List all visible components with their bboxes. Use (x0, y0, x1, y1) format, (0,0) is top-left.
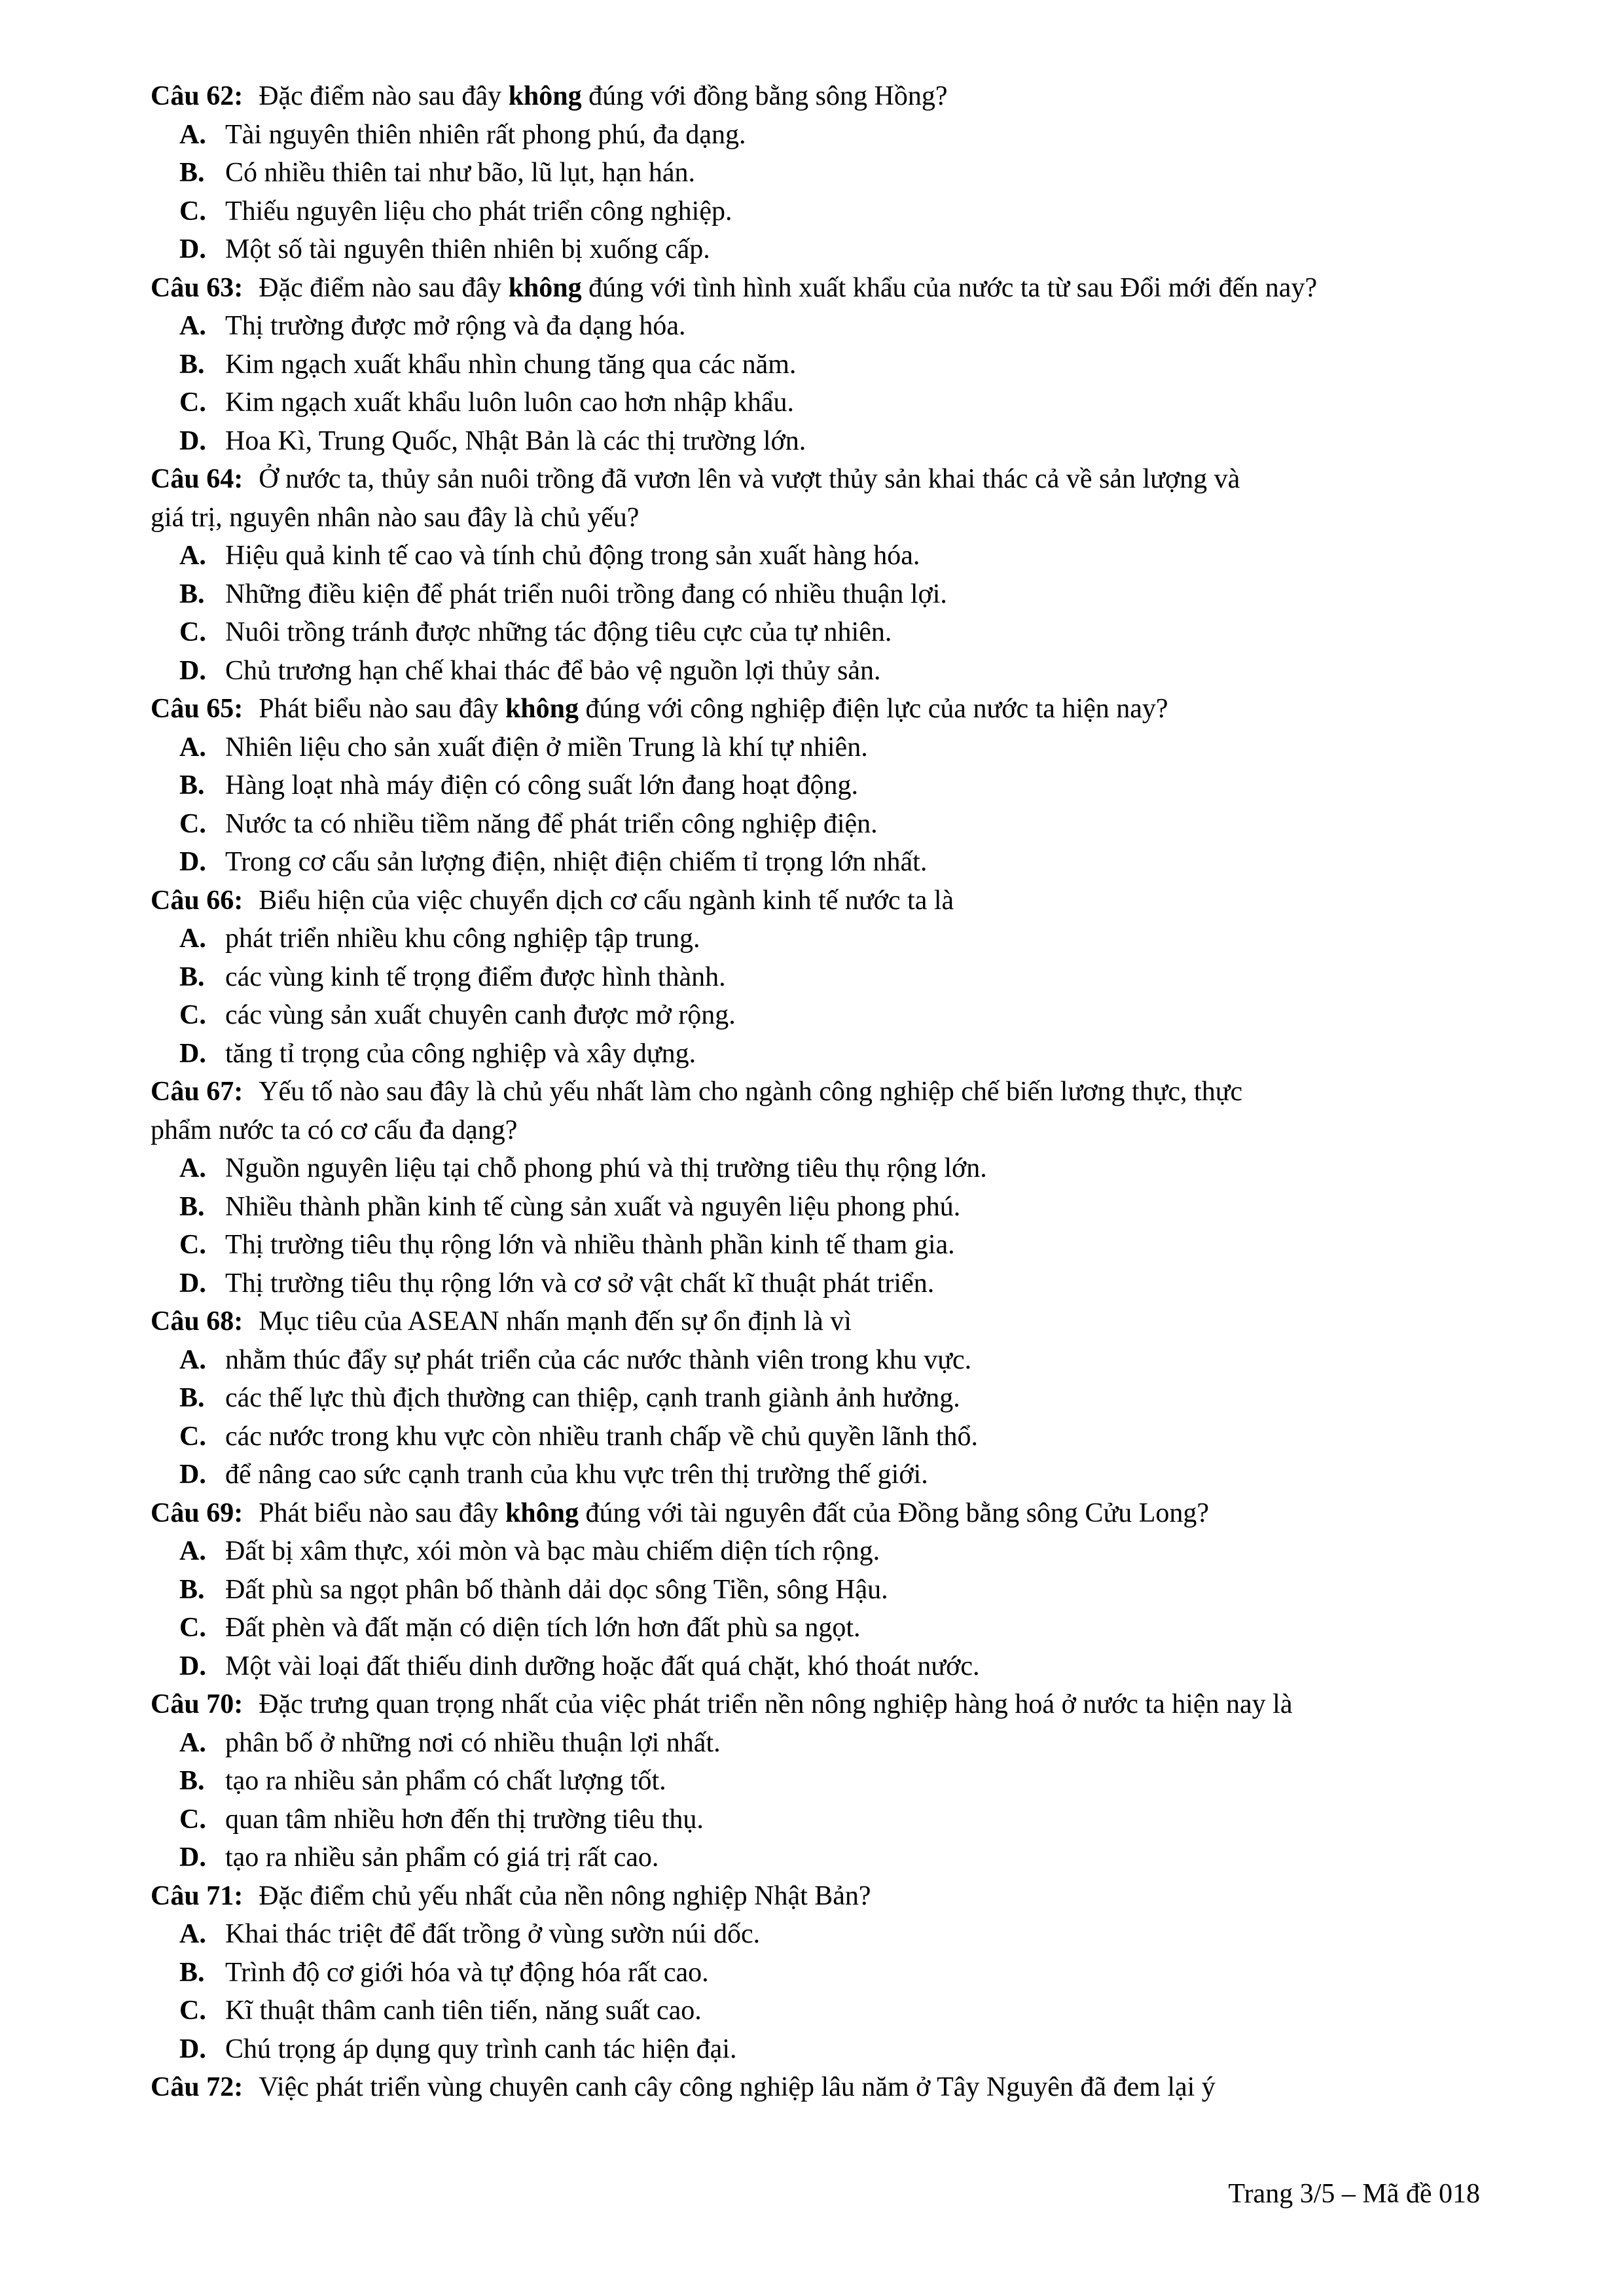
question-text: đúng với tình hình xuất khẩu của nước ta từ sau Đổi mới đến nay? (581, 272, 1318, 303)
question-text: Mục tiêu của ASEAN nhấn mạnh đến sự ổn định là vì (259, 1306, 852, 1336)
question-number: Câu 62: (151, 81, 244, 111)
option-text: phát triển nhiều khu công nghiệp tập trung. (225, 924, 700, 954)
question-text-continued: phẩm nước ta có cơ cấu đa dạng? (151, 1115, 518, 1145)
option-text: phân bố ở những nơi có nhiều thuận lợi nhất. (225, 1727, 721, 1758)
question-text: đúng với đồng bằng sông Hồng? (581, 81, 948, 111)
option-letter: D. (179, 655, 206, 686)
question-text: Việc phát triển vùng chuyên canh cây công nghiệp lâu năm ở Tây Nguyên đã đem lại ý (259, 2072, 1216, 2102)
question-block (151, 1073, 1492, 1302)
answer-option (151, 422, 1492, 461)
option-text: Thị trường tiêu thụ rộng lớn và nhiều thành phần kinh tế tham gia. (225, 1230, 955, 1260)
option-letter: A. (179, 1919, 206, 1949)
option-letter: A. (179, 924, 206, 954)
answer-option (151, 958, 1492, 997)
answer-option (151, 1149, 1492, 1188)
option-letter: D. (179, 1842, 206, 1873)
option-letter: B. (179, 1574, 205, 1605)
option-text: nhằm thúc đẩy sự phát triển của các nước thành viên trong khu vực. (225, 1344, 972, 1375)
option-letter: C. (179, 1421, 206, 1452)
question-number: Câu 69: (151, 1498, 244, 1528)
option-text: Khai thác triệt để đất trồng ở vùng sườn núi dốc. (225, 1919, 761, 1949)
question-stem (151, 1302, 1492, 1341)
option-text: Trong cơ cấu sản lượng điện, nhiệt điện chiếm tỉ trọng lớn nhất. (225, 847, 928, 877)
option-letter: B. (179, 1191, 205, 1222)
answer-option (151, 1571, 1492, 1609)
emphasis-text: không (505, 1498, 579, 1528)
question-block (151, 1302, 1492, 1494)
question-text: Đặc trưng quan trọng nhất của việc phát triển nền nông nghiệp hàng hoá ở nước ta hiện nay là (259, 1689, 1293, 1719)
question-number: Câu 71: (151, 1880, 244, 1911)
question-block (151, 269, 1492, 461)
option-letter: A. (179, 1536, 206, 1566)
option-letter: D. (179, 2034, 206, 2064)
option-text: Đất bị xâm thực, xói mòn và bạc màu chiếm diện tích rộng. (225, 1536, 880, 1566)
option-letter: C. (179, 808, 206, 839)
answer-option (151, 1341, 1492, 1380)
option-letter: A. (179, 1727, 206, 1758)
option-text: tăng tỉ trọng của công nghiệp và xây dựng. (225, 1038, 696, 1069)
answer-option (151, 1724, 1492, 1763)
answer-option (151, 346, 1492, 384)
question-block (151, 882, 1492, 1073)
option-letter: B. (179, 349, 205, 380)
option-letter: B. (179, 1766, 205, 1796)
question-text: Biểu hiện của việc chuyển dịch cơ cấu ngành kinh tế nước ta là (259, 885, 954, 916)
question-number: Câu 66: (151, 885, 244, 916)
option-text: các nước trong khu vực còn nhiều tranh chấp về chủ quyền lãnh thổ. (225, 1421, 979, 1452)
question-number: Câu 70: (151, 1689, 244, 1719)
option-letter: A. (179, 119, 206, 150)
option-letter: B. (179, 1957, 205, 1988)
option-text: các thế lực thù địch thường can thiệp, cạnh tranh giành ảnh hưởng. (225, 1383, 960, 1413)
answer-option (151, 843, 1492, 882)
question-stem (151, 269, 1492, 308)
answer-option (151, 537, 1492, 575)
option-letter: B. (179, 770, 205, 800)
answer-option (151, 154, 1492, 192)
answer-option (151, 1418, 1492, 1456)
option-letter: C. (179, 196, 206, 226)
option-letter: D. (179, 1268, 206, 1299)
option-text: Hoa Kì, Trung Quốc, Nhật Bản là các thị trường lớn. (225, 425, 806, 456)
option-text: Đất phèn và đất mặn có diện tích lớn hơn đất phù sa ngọt. (225, 1613, 861, 1643)
option-text: Thị trường tiêu thụ rộng lớn và cơ sở vật chất kĩ thuật phát triển. (225, 1268, 935, 1299)
question-text: Phát biểu nào sau đây (259, 1498, 505, 1528)
answer-option (151, 1609, 1492, 1647)
option-letter: C. (179, 617, 206, 647)
emphasis-text: không (508, 272, 582, 303)
option-letter: D. (179, 1651, 206, 1681)
answer-option (151, 1915, 1492, 1954)
answer-option (151, 1839, 1492, 1877)
question-number: Câu 63: (151, 272, 244, 303)
option-text: tạo ra nhiều sản phẩm có giá trị rất cao. (225, 1842, 659, 1873)
question-block (151, 1494, 1492, 1686)
question-block (151, 77, 1492, 269)
option-text: Nhiều thành phần kinh tế cùng sản xuất và nguyên liệu phong phú. (225, 1191, 961, 1222)
question-number: Câu 65: (151, 694, 244, 724)
answer-option (151, 1532, 1492, 1571)
answer-option (151, 575, 1492, 614)
option-text: Thị trường được mở rộng và đa dạng hóa. (225, 311, 686, 341)
option-text: Thiếu nguyên liệu cho phát triển công nghiệp. (225, 196, 732, 226)
answer-option (151, 307, 1492, 346)
option-text: Chú trọng áp dụng quy trình canh tác hiện đại. (225, 2034, 737, 2064)
emphasis-text: không (505, 694, 579, 724)
option-text: quan tâm nhiều hơn đến thị trường tiêu thụ. (225, 1804, 704, 1835)
question-text: đúng với công nghiệp điện lực của nước ta hiện nay? (579, 694, 1168, 724)
question-stem (151, 1073, 1492, 1111)
answer-option (151, 652, 1492, 691)
option-text: Kim ngạch xuất khẩu luôn luôn cao hơn nhập khẩu. (225, 387, 795, 418)
question-stem (151, 1877, 1492, 1916)
option-letter: D. (179, 1038, 206, 1069)
option-text: Tài nguyên thiên nhiên rất phong phú, đa dạng. (225, 119, 746, 150)
option-letter: A. (179, 732, 206, 762)
question-list (151, 77, 1492, 2107)
answer-option (151, 1954, 1492, 1992)
option-letter: D. (179, 1460, 206, 1490)
option-text: Nuôi trồng tránh được những tác động tiêu cực của tự nhiên. (225, 617, 892, 647)
option-text: Trình độ cơ giới hóa và tự động hóa rất cao. (225, 1957, 709, 1988)
option-text: Những điều kiện để phát triển nuôi trồng đang có nhiều thuận lợi. (225, 579, 947, 609)
question-text: Phát biểu nào sau đây (259, 694, 505, 724)
option-text: các vùng sản xuất chuyên canh được mở rộng. (225, 1000, 736, 1030)
answer-option (151, 1647, 1492, 1686)
question-number: Câu 64: (151, 464, 244, 494)
answer-option (151, 384, 1492, 422)
option-text: Một vài loại đất thiếu dinh dưỡng hoặc đất quá chặt, khó thoát nước. (225, 1651, 980, 1681)
answer-option (151, 1801, 1492, 1839)
question-block (151, 1877, 1492, 2069)
option-letter: D. (179, 425, 206, 456)
option-letter: A. (179, 1344, 206, 1375)
option-letter: A. (179, 311, 206, 341)
answer-option (151, 613, 1492, 652)
answer-option (151, 920, 1492, 958)
question-number: Câu 72: (151, 2072, 244, 2102)
option-text: Nhiên liệu cho sản xuất điện ở miền Trung là khí tự nhiên. (225, 732, 868, 762)
question-number: Câu 67: (151, 1077, 244, 1107)
question-text: Đặc điểm chủ yếu nhất của nền nông nghiệp Nhật Bản? (259, 1880, 871, 1911)
question-block (151, 1685, 1492, 1877)
option-text: Đất phù sa ngọt phân bố thành dải dọc sông Tiền, sông Hậu. (225, 1574, 888, 1605)
answer-option (151, 192, 1492, 231)
option-letter: C. (179, 387, 206, 418)
option-text: Nước ta có nhiều tiềm năng để phát triển công nghiệp điện. (225, 808, 878, 839)
option-text: các vùng kinh tế trọng điểm được hình thành. (225, 961, 726, 992)
question-text: Ở nước ta, thủy sản nuôi trồng đã vươn lên và vượt thủy sản khai thác cả về sản lượng và (259, 464, 1240, 494)
answer-option (151, 996, 1492, 1035)
question-text-continued: giá trị, nguyên nhân nào sau đây là chủ yếu? (151, 502, 640, 533)
question-text: Yếu tố nào sau đây là chủ yếu nhất làm cho ngành công nghiệp chế biến lương thực, thực (259, 1077, 1243, 1107)
question-stem (151, 460, 1492, 499)
option-letter: D. (179, 234, 206, 264)
option-text: Kĩ thuật thâm canh tiên tiến, năng suất cao. (225, 1996, 702, 2026)
option-letter: B. (179, 1383, 205, 1413)
emphasis-text: không (508, 81, 582, 111)
question-text: đúng với tài nguyên đất của Đồng bằng sông Cửu Long? (579, 1498, 1210, 1528)
option-letter: C. (179, 1804, 206, 1835)
question-text: Đặc điểm nào sau đây (259, 272, 509, 303)
option-text: Nguồn nguyên liệu tại chỗ phong phú và thị trường tiêu thụ rộng lớn. (225, 1153, 987, 1183)
option-letter: C. (179, 1000, 206, 1030)
option-text: Chủ trương hạn chế khai thác để bảo vệ nguồn lợi thủy sản. (225, 655, 881, 686)
answer-option (151, 2030, 1492, 2069)
question-stem (151, 2068, 1492, 2107)
answer-option (151, 728, 1492, 767)
option-letter: B. (179, 579, 205, 609)
option-letter: C. (179, 1613, 206, 1643)
answer-option (151, 1379, 1492, 1418)
question-block (151, 460, 1492, 690)
option-letter: A. (179, 541, 206, 571)
question-text: Đặc điểm nào sau đây (259, 81, 509, 111)
option-text: Hàng loạt nhà máy điện có công suất lớn đang hoạt động. (225, 770, 858, 800)
question-block (151, 690, 1492, 882)
page-footer: Trang 3/5 – Mã đề 018 (1228, 2179, 1480, 2209)
answer-option (151, 230, 1492, 269)
answer-option (151, 1188, 1492, 1227)
answer-option (151, 1992, 1492, 2030)
option-letter: D. (179, 847, 206, 877)
answer-option (151, 1035, 1492, 1073)
option-letter: A. (179, 1153, 206, 1183)
question-stem (151, 1685, 1492, 1724)
option-letter: C. (179, 1996, 206, 2026)
option-letter: B. (179, 961, 205, 992)
option-text: Một số tài nguyên thiên nhiên bị xuống cấp. (225, 234, 710, 264)
question-stem (151, 690, 1492, 728)
option-text: Có nhiều thiên tai như bão, lũ lụt, hạn hán. (225, 158, 695, 188)
answer-option (151, 766, 1492, 805)
question-number: Câu 68: (151, 1306, 244, 1336)
question-stem (151, 1494, 1492, 1533)
question-stem (151, 882, 1492, 920)
answer-option (151, 116, 1492, 154)
option-letter: C. (179, 1230, 206, 1260)
answer-option (151, 805, 1492, 844)
answer-option (151, 1456, 1492, 1494)
answer-option (151, 1226, 1492, 1265)
question-block (151, 2068, 1492, 2107)
answer-option (151, 1762, 1492, 1801)
option-text: Kim ngạch xuất khẩu nhìn chung tăng qua các năm. (225, 349, 797, 380)
option-letter: B. (179, 158, 205, 188)
question-stem (151, 77, 1492, 116)
answer-option (151, 1265, 1492, 1303)
option-text: tạo ra nhiều sản phẩm có chất lượng tốt. (225, 1766, 666, 1796)
option-text: để nâng cao sức cạnh tranh của khu vực trên thị trường thế giới. (225, 1460, 928, 1490)
option-text: Hiệu quả kinh tế cao và tính chủ động trong sản xuất hàng hóa. (225, 541, 920, 571)
